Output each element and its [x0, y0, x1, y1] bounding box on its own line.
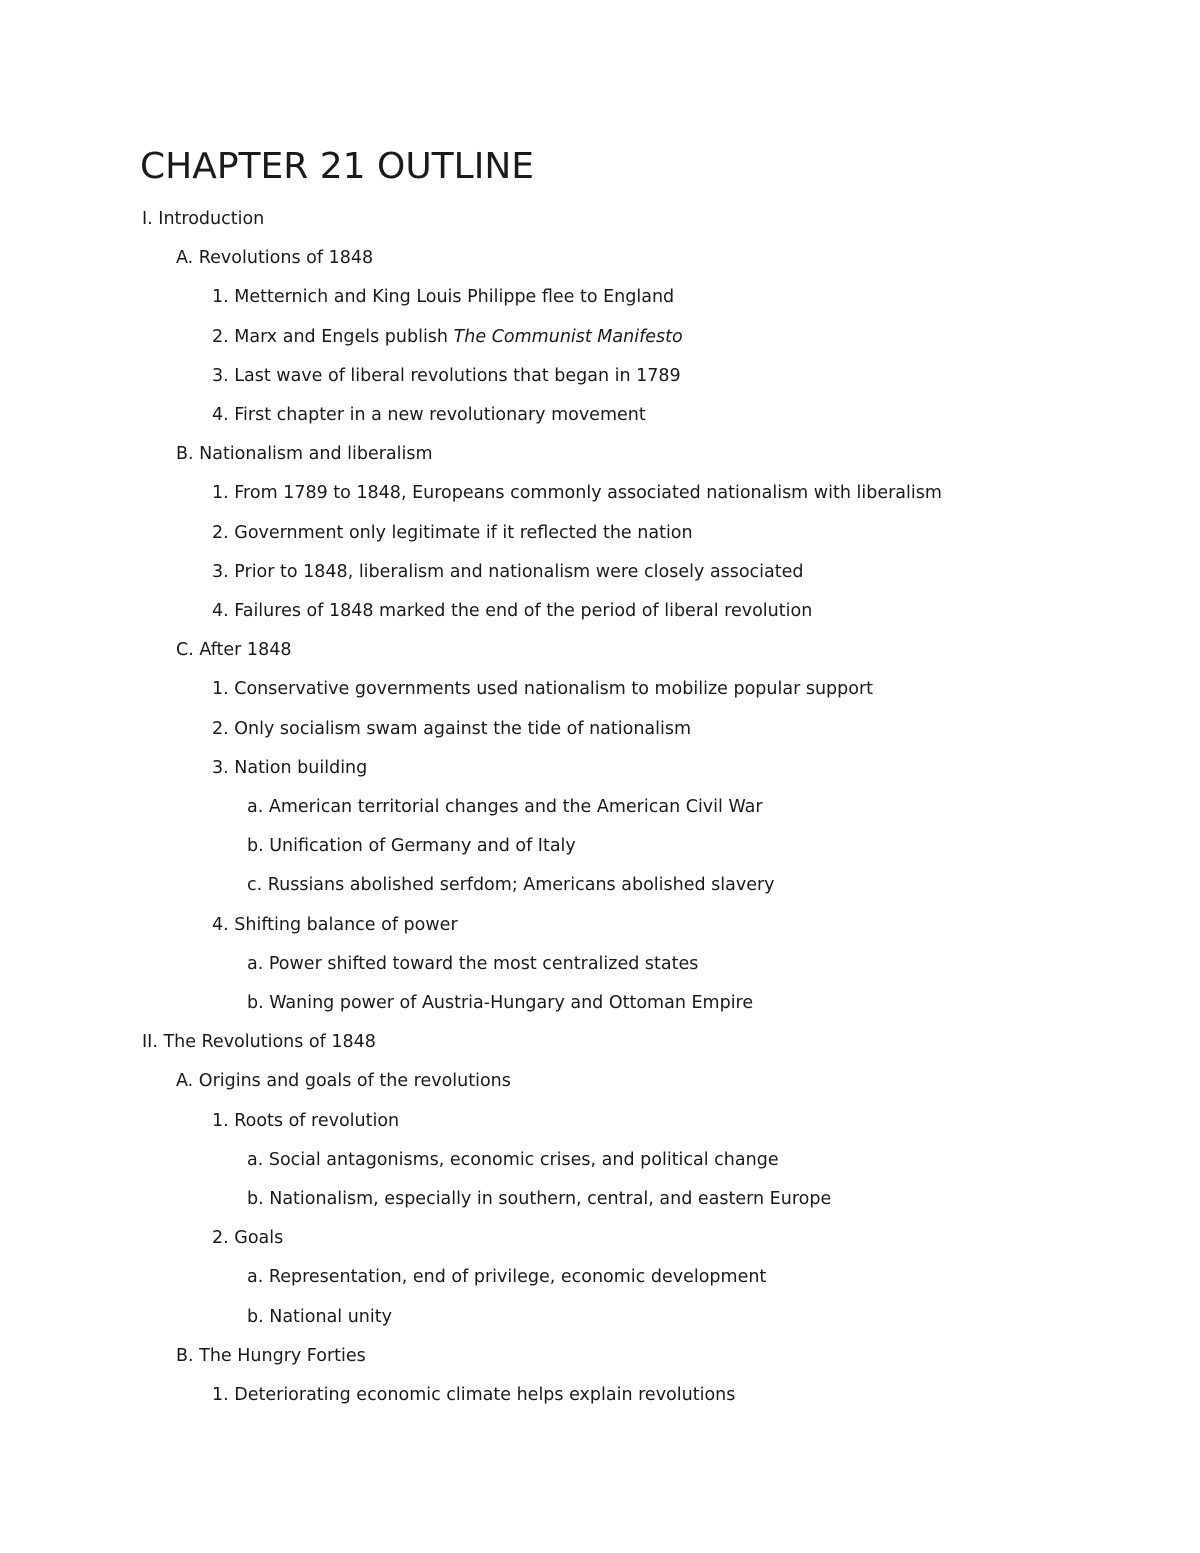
outline-item — [247, 991, 753, 1015]
outline-item — [142, 1030, 376, 1054]
outline-item-text: b. National unity — [247, 1306, 392, 1327]
outline-item-text: 3. Last wave of liberal revolutions that began in 1789 — [212, 365, 681, 386]
outline-item-text: B. Nationalism and liberalism — [176, 444, 433, 465]
outline-item — [247, 834, 576, 858]
outline-item-text: 2. Government only legitimate if it reflected the nation — [212, 522, 693, 543]
page-title: CHAPTER 21 OUTLINE — [140, 146, 535, 187]
outline-item-text: b. Waning power of Austria-Hungary and Ottoman Empire — [247, 993, 754, 1013]
outline-item-text: C. After 1848 — [176, 640, 292, 661]
outline-item — [212, 677, 873, 701]
outline-item — [212, 717, 691, 741]
outline-item-text: a. Social antagonisms, economic crises, and political change — [247, 1149, 779, 1170]
outline-item-text: 1. Roots of revolution — [212, 1110, 400, 1131]
outline-item — [247, 1305, 392, 1329]
outline-item-text: 1. Conservative governments used nationalism to mobilize popular support — [212, 679, 874, 700]
outline-item-text: B. The Hungry Forties — [176, 1345, 366, 1366]
outline-item — [212, 913, 458, 937]
outline-item-text: A. Origins and goals of the revolutions — [176, 1071, 511, 1092]
outline-item — [212, 599, 812, 623]
outline-item-text: 1. Metternich and King Louis Philippe flee to England — [212, 287, 675, 308]
outline-item — [142, 207, 264, 231]
outline-item — [176, 1069, 511, 1093]
outline-item-text: b. Nationalism, especially in southern, central, and eastern Europe — [247, 1189, 832, 1209]
outline-item — [212, 403, 646, 427]
outline-item-text: II. The Revolutions of 1848 — [142, 1032, 376, 1053]
outline-item — [176, 442, 433, 466]
outline-item — [247, 873, 775, 897]
outline-item — [176, 246, 373, 270]
outline-item-text: a. American territorial changes and the American Civil War — [247, 797, 763, 817]
outline-item-text: 3. Nation building — [212, 757, 368, 778]
outline-item-text: c. Russians abolished serfdom; Americans abolished slavery — [247, 875, 775, 896]
outline-item-text: A. Revolutions of 1848 — [176, 248, 374, 269]
outline-item — [247, 1265, 766, 1289]
outline-item — [247, 1148, 779, 1172]
outline-item-text: a. Power shifted toward the most centralized states — [247, 953, 699, 974]
outline-item-text: 4. Shifting balance of power — [212, 914, 458, 935]
outline-item-text: 2. Only socialism swam against the tide of nationalism — [212, 718, 692, 739]
outline-item — [212, 521, 693, 545]
outline-item — [247, 952, 698, 976]
outline-item — [247, 1187, 831, 1211]
outline-item — [212, 325, 683, 349]
outline-item-text: a. Representation, end of privilege, economic development — [247, 1267, 767, 1288]
outline-item — [247, 795, 763, 819]
outline-item-text: 1. Deteriorating economic climate helps explain revolutions — [212, 1385, 736, 1405]
outline-item-text: 4. First chapter in a new revolutionary movement — [212, 405, 646, 425]
outline-item — [212, 756, 367, 780]
outline-item — [212, 1109, 399, 1133]
outline-item — [212, 560, 803, 584]
outline-item-text: 2. Marx and Engels publish — [212, 326, 454, 347]
outline-item-text: 1. From 1789 to 1848, Europeans commonly associated nationalism with liberalism — [212, 483, 942, 504]
outline-item-italic-text: The Communist Manifesto — [453, 326, 683, 347]
outline-item — [176, 1344, 366, 1368]
outline-item — [212, 1383, 735, 1407]
outline-item-text: b. Unification of Germany and of Italy — [247, 836, 576, 857]
outline-item-text: 2. Goals — [212, 1228, 284, 1249]
outline-item — [176, 638, 291, 662]
outline-item — [212, 481, 942, 505]
outline-item-text: I. Introduction — [142, 209, 265, 229]
outline-item — [212, 1226, 283, 1250]
outline-item-text: 3. Prior to 1848, liberalism and nationalism were closely associated — [212, 561, 804, 582]
outline-item — [212, 285, 674, 309]
outline-item-text: 4. Failures of 1848 marked the end of the period of liberal revolution — [212, 601, 813, 621]
outline-item — [212, 364, 681, 388]
